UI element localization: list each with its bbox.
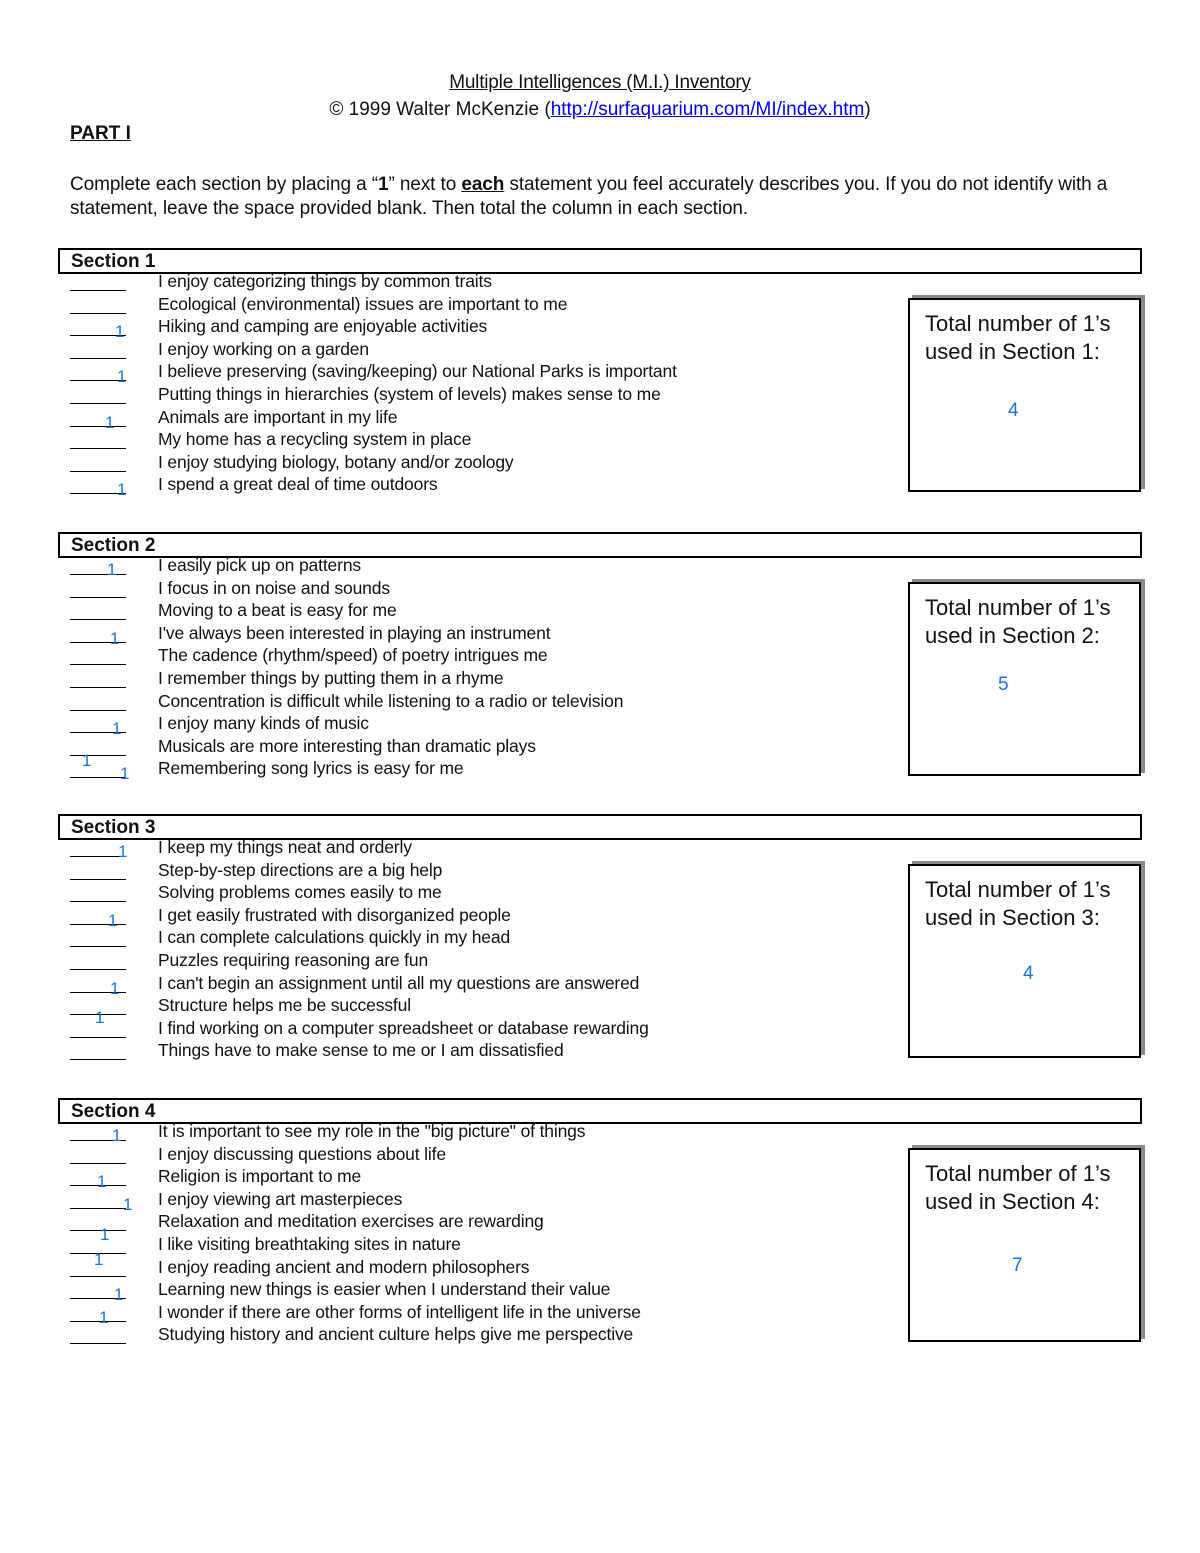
statement-text: I can't begin an assignment until all my questions are answered <box>158 972 640 993</box>
section-header: Section 2 <box>58 532 1142 558</box>
statement-row <box>58 1017 878 1040</box>
answer-blank[interactable] <box>70 403 126 404</box>
total-label: Total number of 1’s used in Section 4: <box>925 1161 1111 1214</box>
answer-blank[interactable] <box>70 448 126 449</box>
answer-blank[interactable] <box>70 777 126 778</box>
statement-row <box>58 667 878 690</box>
answer-blank[interactable] <box>70 471 126 472</box>
statement-row <box>58 972 878 998</box>
statement-text: Learning new things is easier when I understand their value <box>158 1279 611 1300</box>
instructions: Complete each section by placing a “1” next to each statement you feel accurately describes you. If you do not identify with a statement, leave the space provided blank. Then total the column in each section. <box>70 174 1108 219</box>
answer-mark: 1 <box>110 628 120 648</box>
section-total-box <box>908 1148 1141 1342</box>
answer-blank[interactable] <box>70 879 126 880</box>
answer-blank[interactable] <box>70 924 126 925</box>
answer-blank[interactable] <box>70 687 126 688</box>
answer-mark: 1 <box>112 719 122 739</box>
statement-row <box>58 1165 878 1192</box>
answer-blank[interactable] <box>70 597 126 598</box>
statement-text: I like visiting breathtaking sites in nature <box>158 1234 461 1254</box>
statement-text: Ecological (environmental) issues are important to me <box>158 293 568 314</box>
statement-row <box>58 881 878 904</box>
statement-text: Studying history and ancient culture helps give me perspective <box>158 1324 634 1345</box>
statement-row <box>58 926 878 949</box>
answer-mark: 1 <box>94 1250 104 1269</box>
statement-text: I spend a great deal of time outdoors <box>158 474 438 495</box>
answer-blank[interactable] <box>70 901 126 902</box>
statement-row <box>58 949 878 972</box>
statement-text: I've always been interested in playing an instrument <box>158 622 551 643</box>
document-title: Multiple Intelligences (M.I.) Inventory <box>449 72 751 93</box>
answer-mark: 1 <box>107 560 117 579</box>
answer-blank[interactable] <box>70 1208 126 1209</box>
total-value[interactable]: 4 <box>1008 400 1019 421</box>
answer-mark: 1 <box>117 480 127 500</box>
statement-text: I believe preserving (saving/keeping) our National Parks is important <box>158 361 677 382</box>
answer-blank[interactable] <box>70 1343 126 1344</box>
answer-mark: 1 <box>82 750 92 770</box>
statement-text: Animals are important in my life <box>158 406 398 427</box>
part-heading: PART I <box>70 123 131 144</box>
statement-text: Things have to make sense to me or I am dissatisfied <box>158 1040 564 1061</box>
section-total-box <box>908 298 1141 492</box>
statement-row <box>58 451 878 474</box>
answer-blank[interactable] <box>70 710 126 711</box>
statement-text: Puzzles requiring reasoning are fun <box>158 950 429 970</box>
answer-mark: 1 <box>123 1194 133 1214</box>
statement-row <box>58 859 878 882</box>
statement-row <box>58 904 878 930</box>
statement-row <box>58 1323 878 1346</box>
statement-text: Remembering song lyrics is easy for me <box>158 758 464 779</box>
answer-mark: 1 <box>105 412 115 432</box>
answer-blank[interactable] <box>70 946 126 947</box>
answer-blank[interactable] <box>70 755 126 756</box>
answer-mark: 1 <box>114 1285 124 1305</box>
statement-row <box>58 1188 878 1214</box>
answer-blank[interactable] <box>70 358 126 359</box>
statement-text: Putting things in hierarchies (system of levels) makes sense to me <box>158 384 661 404</box>
total-label: Total number of 1’s used in Section 1: <box>925 311 1111 364</box>
statement-text: Musicals are more interesting than dramatic plays <box>158 735 536 756</box>
statement-row <box>58 599 878 622</box>
answer-blank[interactable] <box>70 1276 126 1277</box>
section-header: Section 1 <box>58 248 1142 274</box>
statement-row <box>58 1143 878 1166</box>
section-total-box <box>908 582 1141 776</box>
statement-row <box>58 644 878 667</box>
statement-text: I enjoy many kinds of music <box>158 713 369 734</box>
section-header: Section 3 <box>58 814 1142 840</box>
statement-row <box>58 428 878 451</box>
statement-text: Religion is important to me <box>158 1166 362 1187</box>
statement-text: I remember things by putting them in a rhyme <box>158 668 504 688</box>
copyright-line: © 1999 Walter McKenzie (http://surfaquarium.com/MI/index.htm) <box>329 99 871 120</box>
statement-row <box>58 554 878 577</box>
statement-text: Step-by-step directions are a big help <box>158 859 443 880</box>
statement-row <box>58 712 878 739</box>
answer-mark: 1 <box>95 1008 105 1028</box>
answer-mark: 1 <box>110 978 120 998</box>
statement-text: I enjoy discussing questions about life <box>158 1143 446 1164</box>
answer-mark: 1 <box>118 842 128 861</box>
section-header: Section 4 <box>58 1098 1142 1124</box>
statement-row <box>58 315 878 342</box>
statement-text: The cadence (rhythm/speed) of poetry intrigues me <box>158 645 548 666</box>
answer-blank[interactable] <box>70 1059 126 1060</box>
answer-mark: 1 <box>108 910 118 930</box>
statement-text: I find working on a computer spreadsheet or database rewarding <box>158 1017 649 1038</box>
statement-row <box>58 473 878 500</box>
statement-text: Relaxation and meditation exercises are rewarding <box>158 1211 544 1232</box>
answer-blank[interactable] <box>70 1037 126 1038</box>
statement-text: I wonder if there are other forms of intelligent life in the universe <box>158 1301 641 1322</box>
answer-blank[interactable] <box>70 664 126 665</box>
statement-text: I enjoy working on a garden <box>158 338 369 359</box>
statement-text: I can complete calculations quickly in my head <box>158 927 511 948</box>
answer-blank[interactable] <box>70 426 126 427</box>
statement-row <box>58 270 878 293</box>
total-value[interactable]: 7 <box>1012 1255 1023 1276</box>
answer-blank[interactable] <box>70 969 126 970</box>
statement-row <box>58 1301 878 1327</box>
statement-text: Solving problems comes easily to me <box>158 882 442 903</box>
source-link[interactable]: http://surfaquarium.com/MI/index.htm <box>550 99 865 120</box>
answer-mark: 1 <box>120 764 130 784</box>
statement-row <box>58 757 878 784</box>
total-value[interactable]: 5 <box>998 674 1009 695</box>
statement-row <box>58 1120 878 1143</box>
answer-mark: 1 <box>117 367 127 387</box>
statement-text: Concentration is difficult while listening to a radio or television <box>158 690 624 711</box>
answer-blank[interactable] <box>70 619 126 620</box>
statement-row <box>58 622 878 648</box>
statement-row <box>58 1278 878 1305</box>
statement-text: Hiking and camping are enjoyable activities <box>158 316 488 337</box>
answer-blank[interactable] <box>70 1230 126 1231</box>
answer-blank[interactable] <box>70 1321 126 1322</box>
statement-text: I focus in on noise and sounds <box>158 577 390 598</box>
statement-row <box>58 338 878 361</box>
answer-mark: 1 <box>97 1172 107 1192</box>
statement-row <box>58 1256 878 1279</box>
statement-text: Structure helps me be successful <box>158 995 411 1016</box>
statement-text: I keep my things neat and orderly <box>158 837 412 857</box>
statement-row <box>58 383 878 406</box>
answer-blank[interactable] <box>70 313 126 314</box>
answer-blank[interactable] <box>70 290 126 291</box>
total-value[interactable]: 4 <box>1023 963 1034 984</box>
statement-text: I enjoy studying biology, botany and/or zoology <box>158 451 514 472</box>
answer-mark: 1 <box>99 1307 109 1327</box>
statement-text: I get easily frustrated with disorganized people <box>158 904 511 925</box>
statement-row <box>58 836 878 859</box>
total-label: Total number of 1’s used in Section 3: <box>925 877 1111 930</box>
total-label: Total number of 1’s used in Section 2: <box>925 595 1111 648</box>
statement-text: Moving to a beat is easy for me <box>158 600 397 621</box>
statement-text: It is important to see my role in the "big picture" of things <box>158 1121 586 1141</box>
statement-row <box>58 406 878 432</box>
answer-mark: 1 <box>115 322 125 342</box>
section-total-box <box>908 864 1141 1058</box>
statement-text: I enjoy categorizing things by common traits <box>158 271 492 291</box>
answer-mark: 1 <box>100 1225 110 1245</box>
statement-row <box>58 690 878 713</box>
statement-row <box>58 293 878 316</box>
answer-blank[interactable] <box>70 1163 126 1164</box>
answer-mark: 1 <box>112 1126 122 1145</box>
statement-text: My home has a recycling system in place <box>158 429 472 450</box>
statement-row <box>58 360 878 387</box>
statement-row <box>58 1039 878 1062</box>
statement-text: I easily pick up on patterns <box>158 555 361 575</box>
answer-blank[interactable] <box>70 574 126 575</box>
statement-text: I enjoy viewing art masterpieces <box>158 1188 403 1209</box>
statement-text: I enjoy reading ancient and modern philosophers <box>158 1256 530 1277</box>
statement-row <box>58 577 878 600</box>
